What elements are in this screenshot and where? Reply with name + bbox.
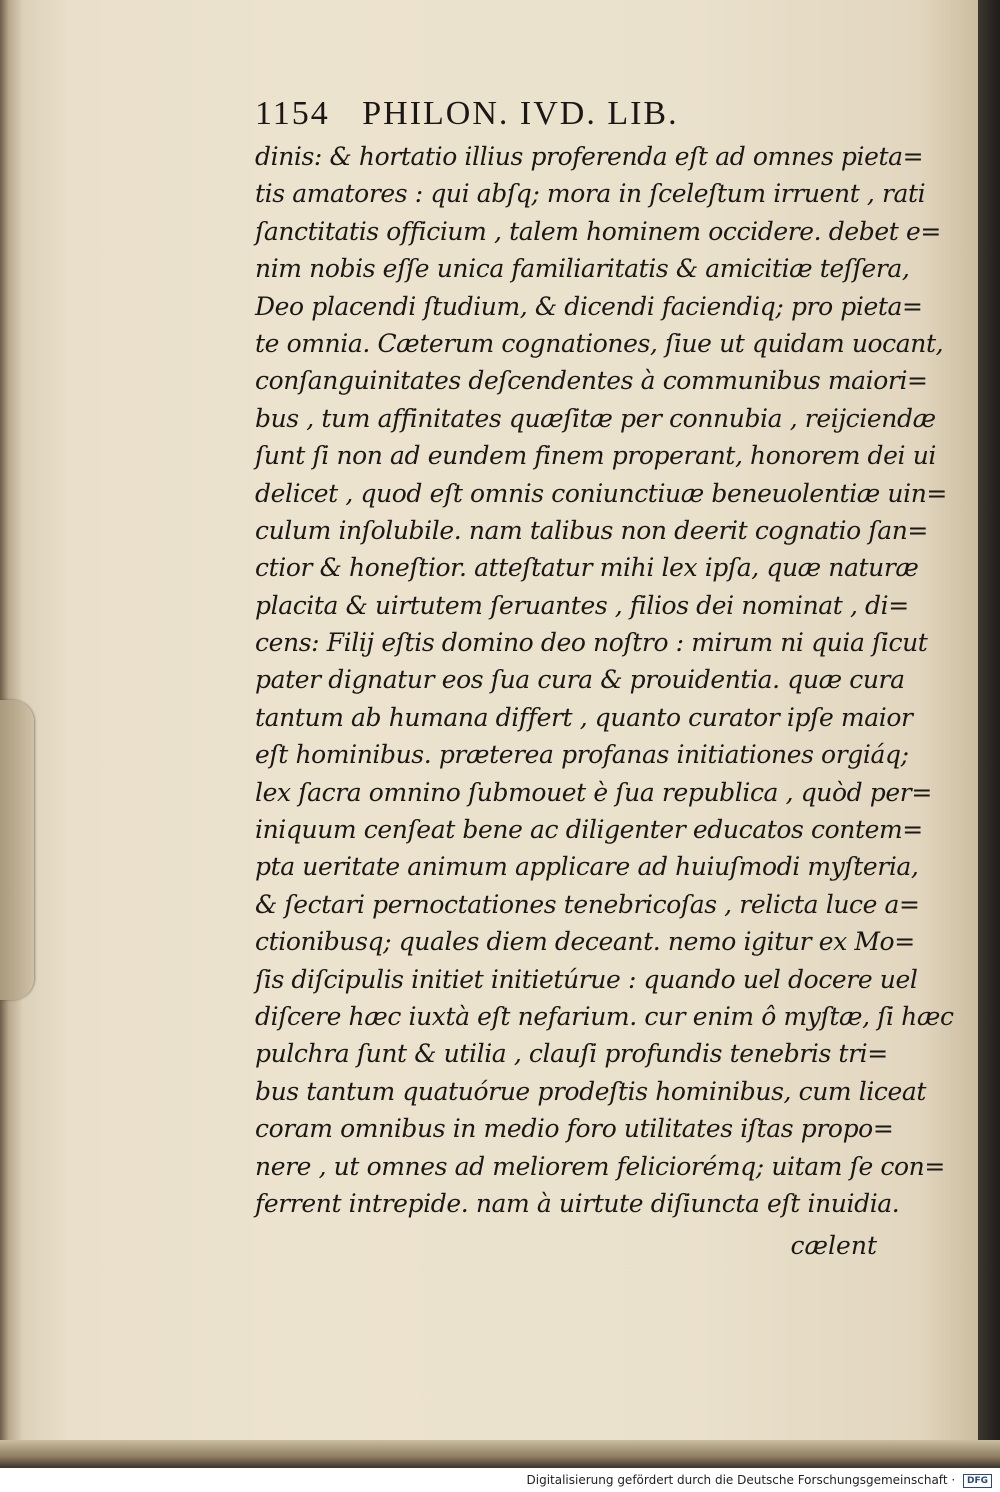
page-clip xyxy=(0,700,34,1000)
text-line: ctionibusq; quales diem deceant. nemo igitur ex Mo= xyxy=(255,927,915,957)
text-line: coram omnibus in medio foro utilitates iſtas propo= xyxy=(255,1114,894,1144)
text-line: & ſectari pernoctationes tenebricoſas , relicta luce a= xyxy=(255,889,920,919)
text-line: dinis: & hortatio illius proferenda eſt ad omnes pieta= xyxy=(255,142,924,171)
text-line: iniquum cenſeat bene ac diligenter educatos contem= xyxy=(255,815,923,845)
text-line: diſcere hæc iuxtà eſt nefarium. cur enim ô myſtæ, ſi hæc xyxy=(255,1001,954,1031)
text-line: placita & uirtutem ſeruantes , filios dei nominat , di= xyxy=(255,590,909,620)
footer-credit xyxy=(0,1468,1000,1492)
text-line: cens: Filij eſtis domino deo noſtro : mirum ni quia ſicut xyxy=(255,628,928,658)
text-line: culum inſolubile. nam talibus non deerit cognatio ſan= xyxy=(255,515,928,545)
text-line: ſunt ſi non ad eundem finem properant, honorem dei ui xyxy=(255,441,936,471)
text-line: eſt hominibus. præterea profanas initiationes orgiáq; xyxy=(255,740,909,770)
text-line: nere , ut omnes ad meliorem feliciorémq; uitam ſe con= xyxy=(255,1151,945,1181)
text-line: bus tantum quatuórue prodeſtis hominibus, cum liceat xyxy=(255,1076,927,1106)
text-line: nim nobis eſſe unica familiaritatis & amicitiæ teſſera, xyxy=(255,254,910,284)
text-line: Deo placendi ſtudium, & dicendi faciendiq; pro pieta= xyxy=(255,291,923,321)
text-line: tantum ab humana differt , quanto curator ipſe maior xyxy=(255,702,913,732)
text-line: lex ſacra omnino ſubmouet è ſua republica , quòd per= xyxy=(255,777,932,807)
text-line: pta ueritate animum applicare ad huiuſmodi myſteria, xyxy=(255,852,919,882)
footer-credit-text: Digitalisierung gefördert durch die Deutsche Forschungsgemeinschaft · xyxy=(526,1473,956,1487)
catchword: cælent xyxy=(790,1231,877,1261)
text-line: ſis diſcipulis initiet initietúrue : quando uel docere uel xyxy=(255,964,918,994)
text-line: ſanctitatis officium , talem hominem occidere. debet e= xyxy=(255,216,941,246)
text-line: te omnia. Cæterum cognationes, ſiue ut quidam uocant, xyxy=(255,328,944,358)
text-lines xyxy=(255,138,954,1222)
text-line: tis amatores : qui abſq; mora in ſceleſtum irruent , rati xyxy=(255,179,926,209)
text-line: bus , tum affinitates quæſitæ per connubia , reijciendæ xyxy=(255,403,936,433)
text-line: pulchra ſunt & utilia , clauſi profundis tenebris tri= xyxy=(255,1039,888,1069)
text-line: delicet , quod eſt omnis coniunctiuæ beneuolentiæ uin= xyxy=(255,478,947,508)
page-bottom-edge xyxy=(0,1440,1000,1468)
running-head xyxy=(255,92,895,136)
text-line: pater dignatur eos ſua cura & prouidentia. quæ cura xyxy=(255,665,905,695)
running-head-title: PHILON. IVD. LIB. xyxy=(362,95,679,132)
text-line: ferrent intrepide. nam à uirtute diſiuncta eſt inuidia. xyxy=(255,1188,900,1218)
text-line: conſanguinitates deſcendentes à communibus maiori= xyxy=(255,366,928,396)
dfg-logo: DFG xyxy=(963,1474,992,1488)
page-number: 1154 xyxy=(255,95,330,132)
text-line: ctior & honeſtior. atteſtatur mihi lex ipſa, quæ naturæ xyxy=(255,553,919,583)
page-shadow xyxy=(978,0,1000,1468)
text-block xyxy=(255,92,954,1266)
